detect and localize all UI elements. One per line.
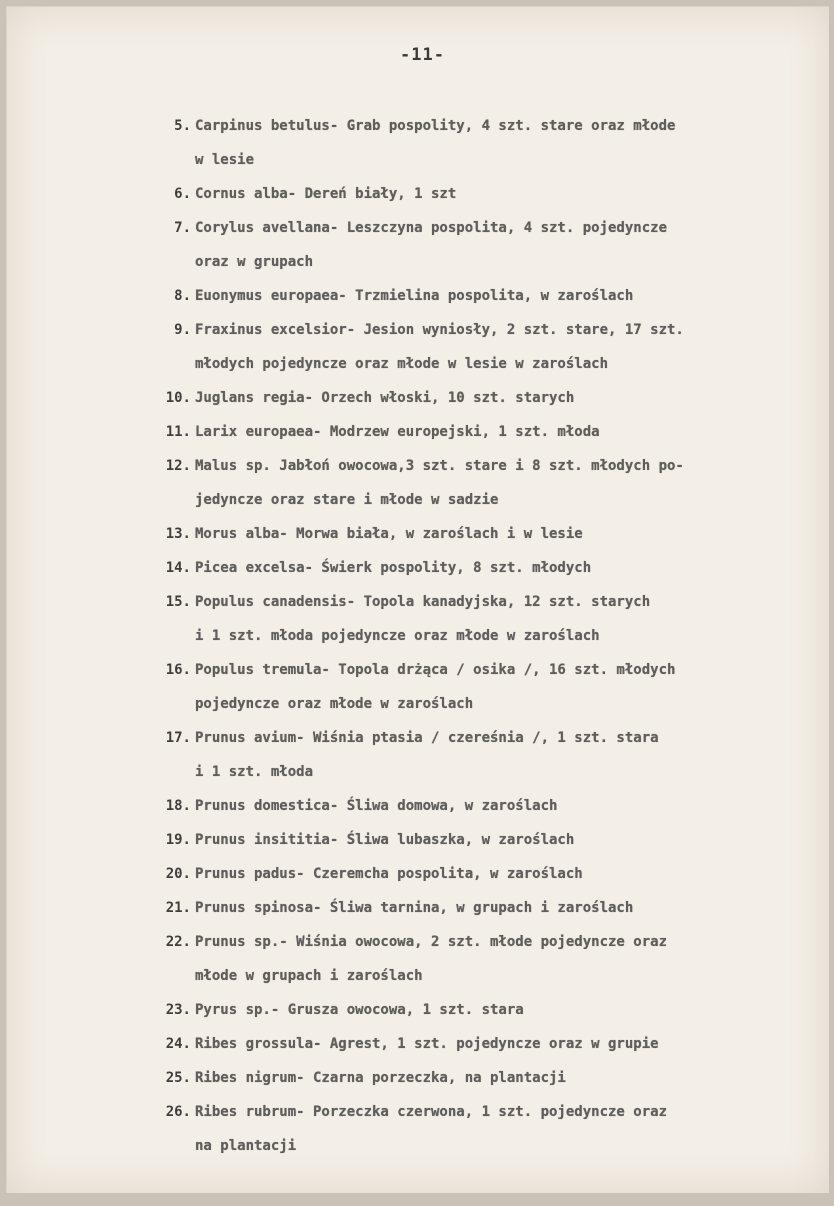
text-line: Prunus avium- Wiśnia ptasia / czereśnia /, 1 szt. stara bbox=[195, 730, 659, 746]
text-line: młode w grupach i zaroślach bbox=[195, 968, 423, 984]
item-text bbox=[195, 727, 801, 784]
text-line: Corylus avellana- Leszczyna pospolita, 4 szt. pojedyncze bbox=[195, 220, 668, 236]
item-text bbox=[195, 319, 801, 376]
item-text bbox=[195, 115, 801, 172]
text-line: i 1 szt. młoda bbox=[195, 764, 314, 780]
item-number: 21. bbox=[165, 900, 191, 916]
text-line: Prunus insititia- Śliwa lubaszka, w zaroślach bbox=[195, 832, 575, 848]
text-line: Populus canadensis- Topola kanadyjska, 12 szt. starych bbox=[195, 594, 651, 610]
text-line: Picea excelsa- Świerk pospolity, 8 szt. młodych bbox=[195, 560, 592, 576]
text-line: pojedyncze oraz młode w zaroślach bbox=[195, 696, 474, 712]
item-text bbox=[195, 285, 801, 308]
list-item bbox=[161, 829, 801, 852]
item-text bbox=[195, 387, 801, 410]
list-item bbox=[161, 1101, 801, 1158]
text-line: Euonymus europaea- Trzmielina pospolita, w zaroślach bbox=[195, 288, 634, 304]
list-item bbox=[161, 727, 801, 784]
item-number: 22. bbox=[165, 934, 191, 950]
list-item bbox=[161, 863, 801, 886]
text-line: Cornus alba- Dereń biały, 1 szt bbox=[195, 186, 457, 202]
list-item bbox=[161, 387, 801, 410]
text-line: Pyrus sp.- Grusza owocowa, 1 szt. stara bbox=[195, 1002, 524, 1018]
text-line: Larix europaea- Modrzew europejski, 1 szt. młoda bbox=[195, 424, 600, 440]
item-number: 25. bbox=[165, 1070, 191, 1086]
item-number: 6. bbox=[174, 186, 191, 202]
text-line: Carpinus betulus- Grab pospolity, 4 szt. stare oraz młode bbox=[195, 118, 676, 134]
text-line: Prunus sp.- Wiśnia owocowa, 2 szt. młode pojedyncze oraz bbox=[195, 934, 668, 950]
item-text bbox=[195, 455, 801, 512]
item-text bbox=[195, 421, 801, 444]
item-number: 8. bbox=[174, 288, 191, 304]
item-text bbox=[195, 897, 801, 920]
text-line: Juglans regia- Orzech włoski, 10 szt. starych bbox=[195, 390, 575, 406]
item-text bbox=[195, 1033, 801, 1056]
list-item bbox=[161, 557, 801, 580]
text-line: Prunus padus- Czeremcha pospolita, w zaroślach bbox=[195, 866, 583, 882]
item-number: 15. bbox=[165, 594, 191, 610]
item-text bbox=[195, 1067, 801, 1090]
item-text bbox=[195, 183, 801, 206]
list-item bbox=[161, 285, 801, 308]
list-item bbox=[161, 931, 801, 988]
text-line: Ribes grossula- Agrest, 1 szt. pojedyncze oraz w grupie bbox=[195, 1036, 659, 1052]
item-text bbox=[195, 931, 801, 988]
item-number: 18. bbox=[165, 798, 191, 814]
item-text bbox=[195, 557, 801, 580]
list-item bbox=[161, 659, 801, 716]
text-line: Fraxinus excelsior- Jesion wyniosły, 2 szt. stare, 17 szt. bbox=[195, 322, 684, 338]
item-text bbox=[195, 591, 801, 648]
item-number: 23. bbox=[165, 1002, 191, 1018]
text-line: Ribes nigrum- Czarna porzeczka, na plantacji bbox=[195, 1070, 566, 1086]
text-line: młodych pojedyncze oraz młode w lesie w zaroślach bbox=[195, 356, 609, 372]
item-text bbox=[195, 523, 801, 546]
species-list bbox=[161, 115, 801, 1169]
text-line: na plantacji bbox=[195, 1138, 297, 1154]
item-number: 11. bbox=[165, 424, 191, 440]
list-item bbox=[161, 1033, 801, 1056]
document-page bbox=[6, 6, 829, 1193]
page-number: -11- bbox=[400, 45, 445, 65]
item-number: 7. bbox=[174, 220, 191, 236]
text-line: Ribes rubrum- Porzeczka czerwona, 1 szt. pojedyncze oraz bbox=[195, 1104, 668, 1120]
item-text bbox=[195, 863, 801, 886]
item-number: 20. bbox=[165, 866, 191, 882]
item-number: 16. bbox=[165, 662, 191, 678]
item-number: 9. bbox=[174, 322, 191, 338]
list-item bbox=[161, 115, 801, 172]
list-item bbox=[161, 591, 801, 648]
text-line: Morus alba- Morwa biała, w zaroślach i w lesie bbox=[195, 526, 583, 542]
item-number: 17. bbox=[165, 730, 191, 746]
item-number: 14. bbox=[165, 560, 191, 576]
list-item bbox=[161, 319, 801, 376]
text-line: jedyncze oraz stare i młode w sadzie bbox=[195, 492, 499, 508]
item-number: 24. bbox=[165, 1036, 191, 1052]
list-item bbox=[161, 455, 801, 512]
list-item bbox=[161, 897, 801, 920]
item-number: 10. bbox=[165, 390, 191, 406]
item-text bbox=[195, 999, 801, 1022]
item-text bbox=[195, 829, 801, 852]
list-item bbox=[161, 999, 801, 1022]
item-number: 26. bbox=[165, 1104, 191, 1120]
list-item bbox=[161, 795, 801, 818]
item-text bbox=[195, 795, 801, 818]
list-item bbox=[161, 183, 801, 206]
item-text bbox=[195, 659, 801, 716]
text-line: w lesie bbox=[195, 152, 255, 168]
item-number: 13. bbox=[165, 526, 191, 542]
text-line: Prunus spinosa- Śliwa tarnina, w grupach i zaroślach bbox=[195, 900, 634, 916]
item-text bbox=[195, 217, 801, 274]
list-item bbox=[161, 421, 801, 444]
text-line: i 1 szt. młoda pojedyncze oraz młode w zaroślach bbox=[195, 628, 600, 644]
text-line: oraz w grupach bbox=[195, 254, 314, 270]
text-line: Malus sp. Jabłoń owocowa,3 szt. stare i 8 szt. młodych po- bbox=[195, 458, 684, 474]
text-line: Prunus domestica- Śliwa domowa, w zaroślach bbox=[195, 798, 558, 814]
item-text bbox=[195, 1101, 801, 1158]
list-item bbox=[161, 1067, 801, 1090]
text-line: Populus tremula- Topola drżąca / osika /, 16 szt. młodych bbox=[195, 662, 676, 678]
item-number: 5. bbox=[174, 118, 191, 134]
item-number: 19. bbox=[165, 832, 191, 848]
list-item bbox=[161, 523, 801, 546]
list-item bbox=[161, 217, 801, 274]
item-number: 12. bbox=[165, 458, 191, 474]
